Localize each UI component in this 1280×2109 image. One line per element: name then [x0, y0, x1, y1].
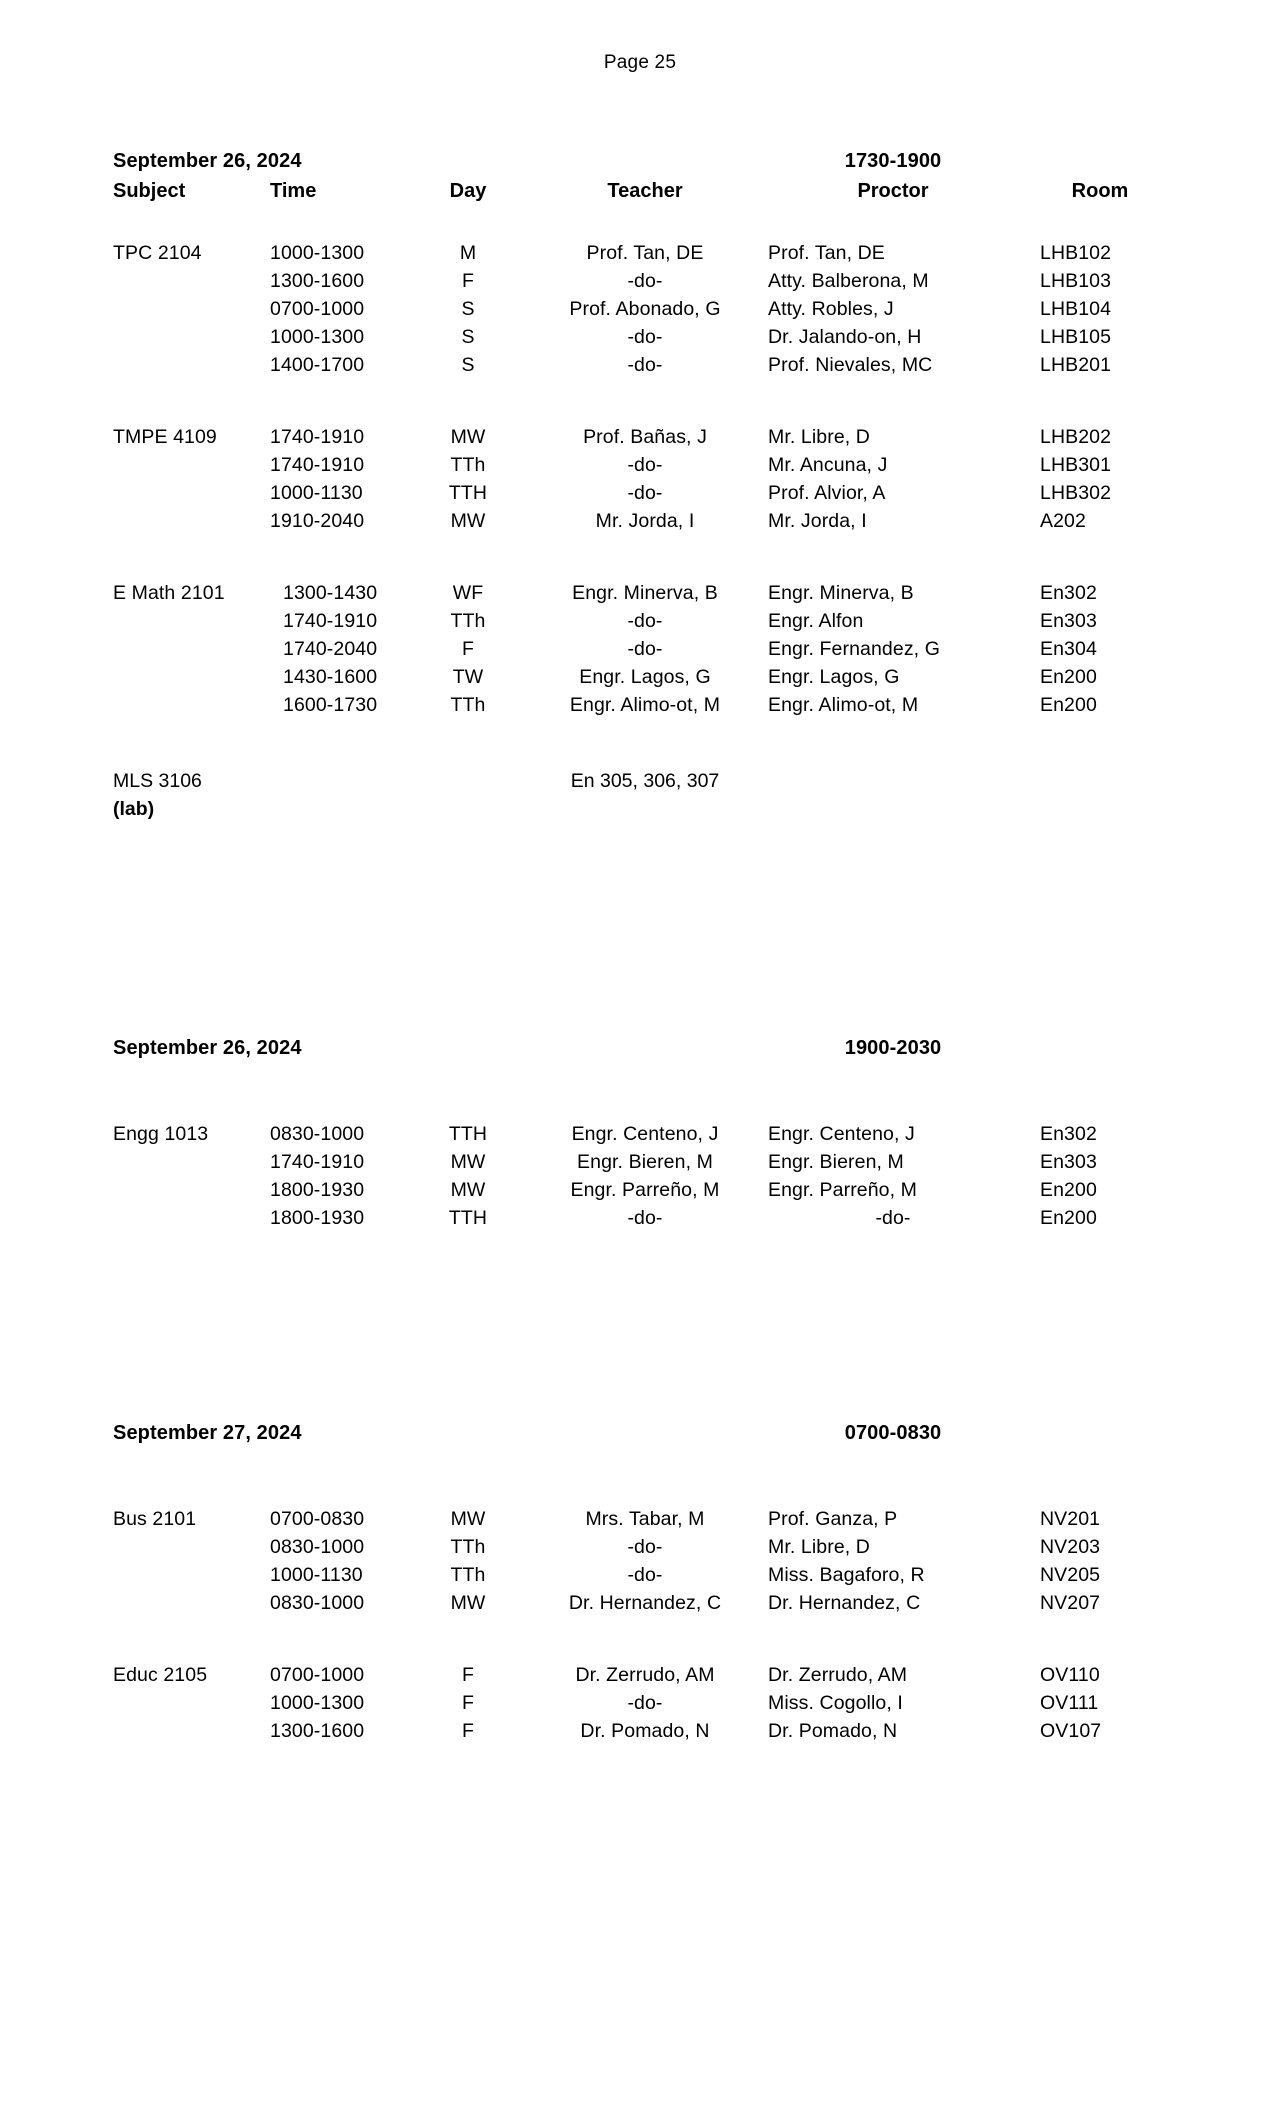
cell-time: 1000-1300 — [270, 242, 365, 264]
cell-proctor: Atty. Robles, J — [768, 298, 894, 320]
section-header — [0, 150, 1280, 180]
column-header-proctor: Proctor — [857, 180, 929, 202]
cell-time: 1740-1910 — [270, 454, 365, 476]
section-time-slot: 0700-0830 — [844, 1422, 942, 1444]
cell-proctor: Engr. Fernandez, G — [768, 638, 940, 660]
schedule-section — [0, 1422, 1280, 1748]
cell-proctor: Miss. Cogollo, I — [768, 1692, 903, 1714]
subject-code: Educ 2105 — [113, 1664, 208, 1686]
cell-room: LHB302 — [1040, 482, 1112, 504]
column-header-room: Room — [1071, 180, 1129, 202]
cell-day: MW — [450, 1508, 486, 1530]
cell-time: 0700-1000 — [270, 298, 365, 320]
section-time-slot: 1900-2030 — [844, 1037, 942, 1059]
cell-room: En302 — [1040, 582, 1097, 604]
block-spacer — [0, 538, 1280, 582]
subject-block — [0, 242, 1280, 382]
cell-proctor: Prof. Ganza, P — [768, 1508, 898, 1530]
column-header-day: Day — [449, 180, 487, 202]
table-row — [0, 1508, 1280, 1536]
cell-teacher: -do- — [627, 326, 663, 348]
cell-day: S — [461, 298, 475, 320]
block-spacer — [0, 1452, 1280, 1508]
cell-teacher: -do- — [627, 1692, 663, 1714]
cell-teacher: Engr. Bieren, M — [577, 1151, 713, 1173]
cell-day: F — [461, 1720, 474, 1742]
cell-day: M — [459, 242, 477, 264]
cell-room: OV110 — [1040, 1664, 1100, 1686]
cell-time: 1740-2040 — [283, 638, 378, 660]
cell-proctor: Prof. Tan, DE — [768, 242, 885, 264]
cell-room: OV107 — [1040, 1720, 1102, 1742]
cell-teacher: -do- — [627, 638, 663, 660]
cell-room: En200 — [1040, 1207, 1097, 1229]
cell-proctor: Mr. Libre, D — [768, 426, 870, 448]
cell-day: TTh — [450, 694, 486, 716]
cell-teacher: Engr. Alimo-ot, M — [569, 694, 721, 716]
cell-proctor: Mr. Libre, D — [768, 1536, 870, 1558]
cell-proctor: Engr. Bieren, M — [768, 1151, 904, 1173]
table-row — [0, 1664, 1280, 1692]
cell-room: NV207 — [1040, 1592, 1101, 1614]
cell-proctor: Engr. Lagos, G — [768, 666, 900, 688]
subject-code: Bus 2101 — [113, 1508, 197, 1530]
cell-teacher: Prof. Tan, DE — [586, 242, 704, 264]
cell-proctor: -do- — [875, 1207, 911, 1229]
cell-time: 0700-0830 — [270, 1508, 365, 1530]
table-row — [0, 1151, 1280, 1179]
lab-subject-code: MLS 3106 — [113, 770, 202, 792]
block-spacer — [0, 1620, 1280, 1664]
cell-teacher: -do- — [627, 482, 663, 504]
cell-time: 0830-1000 — [270, 1592, 365, 1614]
table-row — [0, 298, 1280, 326]
cell-day: MW — [450, 510, 486, 532]
cell-proctor: Dr. Zerrudo, AM — [768, 1664, 908, 1686]
cell-time: 1740-1910 — [283, 610, 378, 632]
cell-time: 1400-1700 — [270, 354, 365, 376]
cell-proctor: Dr. Pomado, N — [768, 1720, 898, 1742]
cell-teacher: Dr. Zerrudo, AM — [575, 1664, 715, 1686]
cell-day: F — [461, 270, 474, 292]
cell-teacher: Mr. Jorda, I — [595, 510, 695, 532]
column-header-row — [0, 180, 1280, 214]
table-row — [0, 1207, 1280, 1235]
cell-room: LHB105 — [1040, 326, 1112, 348]
cell-proctor: Atty. Balberona, M — [768, 270, 929, 292]
cell-room: LHB104 — [1040, 298, 1112, 320]
cell-room: En303 — [1040, 1151, 1097, 1173]
cell-day: F — [461, 638, 474, 660]
section-date: September 27, 2024 — [113, 1422, 302, 1444]
subject-block — [0, 1123, 1280, 1235]
table-row — [0, 242, 1280, 270]
cell-teacher: -do- — [627, 610, 663, 632]
column-header-subject: Subject — [113, 180, 186, 202]
cell-room: NV205 — [1040, 1564, 1101, 1586]
cell-room: A202 — [1040, 510, 1086, 532]
cell-teacher: Engr. Lagos, G — [579, 666, 711, 688]
cell-day: S — [461, 354, 475, 376]
cell-proctor: Dr. Jalando-on, H — [768, 326, 922, 348]
cell-day: WF — [452, 582, 484, 604]
cell-teacher: Dr. Pomado, N — [580, 1720, 710, 1742]
cell-day: MW — [450, 1179, 486, 1201]
cell-teacher: -do- — [627, 1207, 663, 1229]
table-row — [0, 638, 1280, 666]
table-row — [0, 270, 1280, 298]
cell-proctor: Prof. Alvior, A — [768, 482, 886, 504]
cell-room: OV111 — [1040, 1692, 1099, 1714]
cell-proctor: Dr. Hernandez, C — [768, 1592, 921, 1614]
table-row — [0, 1536, 1280, 1564]
cell-day: F — [461, 1664, 474, 1686]
table-row — [0, 1179, 1280, 1207]
cell-day: F — [461, 1692, 474, 1714]
cell-room: En200 — [1040, 1179, 1097, 1201]
subject-block — [0, 1508, 1280, 1620]
cell-room: LHB202 — [1040, 426, 1112, 448]
lab-spacer — [0, 722, 1280, 770]
column-header-time: Time — [270, 180, 317, 202]
cell-teacher: Engr. Centeno, J — [571, 1123, 719, 1145]
cell-proctor: Engr. Alimo-ot, M — [768, 694, 919, 716]
cell-room: En304 — [1040, 638, 1097, 660]
cell-room: LHB102 — [1040, 242, 1112, 264]
cell-time: 0830-1000 — [270, 1536, 365, 1558]
cell-proctor: Engr. Alfon — [768, 610, 864, 632]
cell-time: 1430-1600 — [283, 666, 378, 688]
section-time-slot: 1730-1900 — [844, 150, 942, 172]
table-row — [0, 1720, 1280, 1748]
section-date: September 26, 2024 — [113, 150, 302, 172]
cell-proctor: Miss. Bagaforo, R — [768, 1564, 925, 1586]
cell-room: En302 — [1040, 1123, 1097, 1145]
cell-room: En200 — [1040, 694, 1097, 716]
cell-room: LHB201 — [1040, 354, 1112, 376]
cell-proctor: Engr. Parreño, M — [768, 1179, 918, 1201]
lab-rooms: En 305, 306, 307 — [570, 770, 720, 792]
table-row — [0, 1692, 1280, 1720]
cell-time: 1910-2040 — [270, 510, 365, 532]
table-row — [0, 482, 1280, 510]
cell-time: 1300-1430 — [283, 582, 378, 604]
cell-teacher: -do- — [627, 354, 663, 376]
page-number: Page 25 — [603, 52, 677, 73]
cell-time: 1300-1600 — [270, 270, 365, 292]
schedule-section — [0, 1037, 1280, 1235]
cell-time: 1800-1930 — [270, 1207, 365, 1229]
cell-proctor: Prof. Nievales, MC — [768, 354, 933, 376]
cell-teacher: -do- — [627, 1536, 663, 1558]
cell-teacher: Mrs. Tabar, M — [585, 1508, 705, 1530]
cell-time: 1000-1130 — [270, 482, 363, 504]
table-row — [0, 454, 1280, 482]
cell-day: MW — [450, 426, 486, 448]
cell-day: TTh — [450, 1564, 486, 1586]
cell-day: S — [461, 326, 475, 348]
section-date: September 26, 2024 — [113, 1037, 302, 1059]
column-header-teacher: Teacher — [607, 180, 683, 202]
cell-time: 0830-1000 — [270, 1123, 365, 1145]
cell-time: 1800-1930 — [270, 1179, 365, 1201]
subject-block — [0, 1664, 1280, 1748]
cell-time: 1300-1600 — [270, 1720, 365, 1742]
cell-room: LHB301 — [1040, 454, 1112, 476]
lab-entry-row-2 — [0, 798, 1280, 826]
cell-day: TTh — [450, 1536, 486, 1558]
subject-block — [0, 426, 1280, 538]
table-row — [0, 510, 1280, 538]
table-row — [0, 1123, 1280, 1151]
schedule-section — [0, 150, 1280, 826]
table-row — [0, 1592, 1280, 1620]
cell-proctor: Mr. Jorda, I — [768, 510, 867, 532]
table-row — [0, 694, 1280, 722]
section-header — [0, 1422, 1280, 1452]
cell-day: MW — [450, 1151, 486, 1173]
subject-code: Engg 1013 — [113, 1123, 209, 1145]
cell-day: TTh — [450, 454, 486, 476]
table-row — [0, 354, 1280, 382]
cell-proctor: Mr. Ancuna, J — [768, 454, 888, 476]
subject-code: E Math 2101 — [113, 582, 225, 604]
cell-room: LHB103 — [1040, 270, 1112, 292]
subject-block — [0, 582, 1280, 722]
cell-day: TW — [452, 666, 484, 688]
lab-subject-qualifier: (lab) — [113, 798, 155, 820]
cell-room: NV203 — [1040, 1536, 1101, 1558]
cell-room: En303 — [1040, 610, 1097, 632]
cell-time: 1000-1130 — [270, 1564, 363, 1586]
cell-teacher: Prof. Abonado, G — [569, 298, 721, 320]
table-row — [0, 326, 1280, 354]
cell-day: TTH — [448, 1123, 488, 1145]
table-row — [0, 426, 1280, 454]
cell-time: 1600-1730 — [283, 694, 378, 716]
lab-entry-row — [0, 770, 1280, 798]
cell-time: 1000-1300 — [270, 326, 365, 348]
cell-teacher: -do- — [627, 454, 663, 476]
cell-teacher: -do- — [627, 1564, 663, 1586]
cell-time: 1740-1910 — [270, 1151, 365, 1173]
subject-code: TMPE 4109 — [113, 426, 217, 448]
section-header — [0, 1037, 1280, 1067]
block-spacer — [0, 214, 1280, 242]
cell-teacher: Prof. Bañas, J — [583, 426, 707, 448]
cell-room: En200 — [1040, 666, 1097, 688]
table-row — [0, 610, 1280, 638]
cell-room: NV201 — [1040, 1508, 1101, 1530]
table-row — [0, 582, 1280, 610]
table-row — [0, 666, 1280, 694]
cell-time: 1000-1300 — [270, 1692, 365, 1714]
block-spacer — [0, 1067, 1280, 1123]
cell-proctor: Engr. Minerva, B — [768, 582, 914, 604]
cell-proctor: Engr. Centeno, J — [768, 1123, 915, 1145]
cell-time: 1740-1910 — [270, 426, 365, 448]
cell-day: TTH — [448, 1207, 488, 1229]
table-row — [0, 1564, 1280, 1592]
cell-teacher: -do- — [627, 270, 663, 292]
block-spacer — [0, 382, 1280, 426]
cell-day: TTH — [448, 482, 488, 504]
cell-teacher: Engr. Parreño, M — [570, 1179, 720, 1201]
cell-teacher: Engr. Minerva, B — [572, 582, 718, 604]
subject-code: TPC 2104 — [113, 242, 202, 264]
cell-day: MW — [450, 1592, 486, 1614]
cell-time: 0700-1000 — [270, 1664, 365, 1686]
cell-teacher: Dr. Hernandez, C — [568, 1592, 722, 1614]
cell-day: TTh — [450, 610, 486, 632]
